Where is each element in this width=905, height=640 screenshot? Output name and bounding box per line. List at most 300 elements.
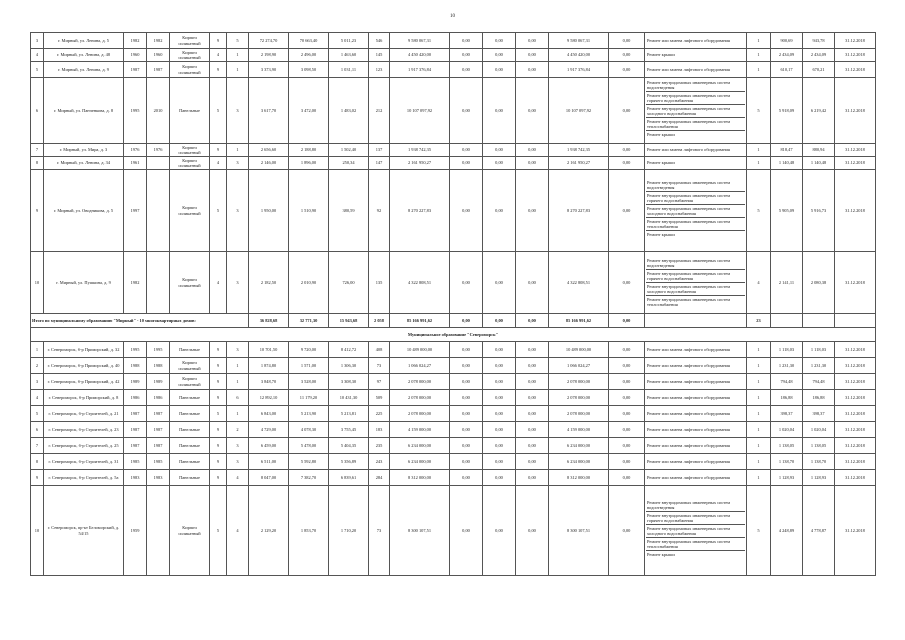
cell-c6: 0,00 [609,33,645,49]
cell-date: 31.12.2018 [835,157,876,170]
cell-a3: 8 412,72 [329,342,369,358]
cell-a3: 5 356,89 [329,454,369,470]
cell-n: 5 [31,62,44,78]
total-c1: 85 166 991,62 [390,314,450,328]
cell-works [645,438,747,454]
cell-u2: 943,78 [803,33,835,49]
cell-a3: 10 431,30 [329,390,369,406]
cell-u2: 1 138,05 [803,438,835,454]
cell-qty: 1 [747,406,771,422]
cell-res: 73 [369,358,390,374]
cell-en: 1 [227,49,249,62]
work-item: Ремонт внутридомовых инженерных систем теплоснабжения [646,118,745,131]
cell-c5: 9 580 067,31 [549,33,609,49]
cell-y1: 1987 [124,422,147,438]
cell-c4: 0,00 [516,374,549,390]
cell-works [645,406,747,422]
cell-addr: г. Североморск, б-р Строителей, д. 23 [44,422,124,438]
cell-a1: 1 950,00 [249,170,289,252]
cell-res: 235 [369,438,390,454]
cell-c1: 10 107 097,92 [390,78,450,144]
cell-c1: 1 917 376,84 [390,62,450,78]
cell-y1: 1989 [124,374,147,390]
cell-en: 4 [227,470,249,486]
cell-en: 2 [227,422,249,438]
cell-c5: 8 312 000,00 [549,470,609,486]
cell-c3: 0,00 [483,374,516,390]
work-item: Ремонт внутридомовых инженерных систем горячего водоснабжения [646,270,745,283]
work-item: Ремонт внутридомовых инженерных систем холодного водоснабжения [646,205,745,218]
cell-en: 1 [227,144,249,157]
cell-a2: 1 510,90 [289,170,329,252]
cell-c5: 1 917 376,84 [549,62,609,78]
total-a1: 36 828,68 [249,314,289,328]
table-row [31,144,876,157]
cell-c2: 0,00 [450,438,483,454]
cell-a1: 1 874,80 [249,358,289,374]
work-item: Ремонт внутридомовых инженерных систем теплоснабжения [647,297,731,307]
cell-qty: 1 [747,454,771,470]
work-item: Ремонт крыши [647,552,675,557]
cell-c6: 0,00 [609,454,645,470]
cell-a3: 1 502,40 [329,144,369,157]
cell-qty: 1 [747,144,771,157]
cell-c6: 0,00 [609,374,645,390]
cell-u2: 1 128,93 [803,470,835,486]
cell-c2: 0,00 [450,454,483,470]
cell-en: 6 [227,390,249,406]
work-item: Ремонт или замена лифтового оборудования [647,426,730,432]
cell-c3: 0,00 [483,486,516,576]
cell-a3: 1 463,60 [329,49,369,62]
cell-y2: 1960 [147,49,170,62]
cell-c2: 0,00 [450,358,483,374]
cell-a1: 6 459,00 [249,438,289,454]
table-row [31,438,876,454]
cell-works [645,252,747,314]
cell-a3: 1 710,20 [329,486,369,576]
cell-c4: 0,00 [516,78,549,144]
cell-c5: 4 450 420,00 [549,49,609,62]
cell-date: 31.12.2018 [835,422,876,438]
cell-res: 284 [369,470,390,486]
cell-c4: 0,00 [516,62,549,78]
cell-c3: 0,00 [483,62,516,78]
cell-n: 10 [31,252,44,314]
cell-res: 225 [369,406,390,422]
work-item: Ремонт крыши [647,160,675,166]
cell-c3: 0,00 [483,252,516,314]
cell-c6: 0,00 [609,406,645,422]
cell-mat: Панельные [170,342,210,358]
cell-qty: 1 [747,438,771,454]
cell-c2: 0,00 [450,470,483,486]
work-item: Ремонт внутридомовых инженерных систем водоотведения [646,499,745,512]
cell-c1: 8 312 000,00 [390,470,450,486]
cell-u2: 1 020,04 [803,422,835,438]
cell-en: 3 [227,252,249,314]
cell-addr: г. Мирный, ул. Ленина, д. 34 [44,157,124,170]
cell-y2: 1989 [147,374,170,390]
cell-c3: 0,00 [483,342,516,358]
cell-u1: 2 434,09 [771,49,803,62]
cell-date: 31.12.2018 [835,374,876,390]
cell-a3: 5 404,35 [329,438,369,454]
cell-u2: 4 778,87 [803,486,835,576]
cell-n: 4 [31,390,44,406]
cell-c2: 0,00 [450,33,483,49]
cell-a1: 2 146,00 [249,157,289,170]
cell-c1: 1 066 024,27 [390,358,450,374]
cell-addr: г. Североморск, б-р Приморский, д. 42 [44,374,124,390]
cell-en: 3 [227,438,249,454]
work-item: Ремонт или замена лифтового оборудования [647,147,730,153]
cell-y2: 1976 [147,144,170,157]
cell-c4: 0,00 [516,342,549,358]
cell-mat: Панельные [170,78,210,144]
table-row [31,33,876,49]
cell-y2: 2010 [147,78,170,144]
cell-c4: 0,00 [516,144,549,157]
cell-c3: 0,00 [483,358,516,374]
cell-a1: 2 182,50 [249,252,289,314]
cell-date: 31.12.2018 [835,170,876,252]
table-row [31,374,876,390]
cell-n: 8 [31,157,44,170]
cell-c6: 0,00 [609,78,645,144]
cell-y1: 1976 [124,144,147,157]
table-body [31,33,876,576]
cell-y2 [147,486,170,576]
cell-c4: 0,00 [516,454,549,470]
cell-addr: г. Мирный, ул. Панченкова, д. 8 [44,78,124,144]
housing-repair-table [30,32,876,576]
cell-qty: 1 [747,342,771,358]
cell-c4: 0,00 [516,252,549,314]
cell-c6: 0,00 [609,157,645,170]
cell-c2: 0,00 [450,374,483,390]
cell-en: 1 [227,358,249,374]
work-item: Ремонт или замена лифтового оборудования [647,362,730,368]
cell-a2: 4 078,30 [289,422,329,438]
cell-c6: 0,00 [609,422,645,438]
cell-c1: 6 234 000,00 [390,454,450,470]
cell-c2: 0,00 [450,49,483,62]
cell-c5: 4 159 000,00 [549,422,609,438]
cell-c3: 0,00 [483,157,516,170]
cell-qty: 1 [747,157,771,170]
cell-res: 145 [369,49,390,62]
cell-a3: 726,00 [329,252,369,314]
total-c2: 0,00 [450,314,483,328]
cell-y1: 1982 [124,33,147,49]
work-item: Ремонт внутридомовых инженерных систем холодного водоснабжения [646,525,745,538]
cell-works [645,62,747,78]
cell-works [645,390,747,406]
cell-u2: 2 080,38 [803,252,835,314]
cell-mat: Панельные [170,390,210,406]
cell-date: 31.12.2018 [835,486,876,576]
cell-a2: 70 663,40 [289,33,329,49]
cell-c1: 6 234 000,00 [390,438,450,454]
cell-mat: Кирпич силикатный [170,374,210,390]
cell-n: 6 [31,78,44,144]
cell-y2: 1987 [147,438,170,454]
cell-c2: 0,00 [450,342,483,358]
cell-works [645,358,747,374]
cell-a3: 3 308,30 [329,374,369,390]
cell-res: 509 [369,390,390,406]
cell-u2: 794,48 [803,374,835,390]
cell-c1: 10 489 000,00 [390,342,450,358]
cell-works [645,170,747,252]
cell-date: 31.12.2018 [835,252,876,314]
cell-addr: г. Североморск, б-р Строителей, д. 21 [44,406,124,422]
cell-mat: Кирпич силикатный [170,157,210,170]
table-row [31,49,876,62]
cell-u1: 610,17 [771,62,803,78]
cell-n: 1 [31,342,44,358]
cell-c2: 0,00 [450,252,483,314]
cell-res: 92 [369,170,390,252]
work-item: Ремонт или замена лифтового оборудования [647,442,730,448]
cell-en: 1 [227,406,249,422]
work-item: Ремонт или замена лифтового оборудования [647,458,730,464]
cell-works [645,486,747,576]
cell-qty: 5 [747,486,771,576]
cell-a1: 2 656,60 [249,144,289,157]
cell-c2: 0,00 [450,144,483,157]
cell-en: 4 [227,486,249,576]
table-row [31,422,876,438]
cell-c3: 0,00 [483,390,516,406]
cell-fl: 9 [210,62,227,78]
work-item: Ремонт или замена лифтового оборудования [647,37,730,43]
cell-n: 7 [31,438,44,454]
cell-n: 4 [31,49,44,62]
cell-y2: 1987 [147,62,170,78]
cell-works [645,422,747,438]
cell-n: 10 [31,486,44,576]
cell-c5: 8 300 107,51 [549,486,609,576]
cell-a3: 3 755,45 [329,422,369,438]
cell-u1: 2 141,11 [771,252,803,314]
work-item: Ремонт крыши [647,232,675,237]
cell-u1: 4 248,89 [771,486,803,576]
cell-u1: 794,48 [771,374,803,390]
cell-y1: 1985 [124,454,147,470]
cell-date: 31.12.2018 [835,144,876,157]
work-item: Ремонт внутридомовых инженерных систем горячего водоснабжения [646,192,745,205]
cell-fl: 5 [210,78,227,144]
cell-mat: Кирпич силикатный [170,170,210,252]
total-works [645,314,747,328]
cell-c5: 10 107 097,92 [549,78,609,144]
cell-fl: 9 [210,470,227,486]
cell-n: 9 [31,470,44,486]
cell-c4: 0,00 [516,470,549,486]
cell-c3: 0,00 [483,438,516,454]
cell-c2: 0,00 [450,422,483,438]
cell-works [645,33,747,49]
cell-u1: 1 140,48 [771,157,803,170]
table-row [31,454,876,470]
cell-c4: 0,00 [516,486,549,576]
cell-res: 97 [369,374,390,390]
cell-fl: 4 [210,157,227,170]
cell-c2: 0,00 [450,406,483,422]
total-res: 2 058 [369,314,390,328]
cell-res: 147 [369,157,390,170]
cell-y1: 1987 [124,62,147,78]
cell-u1: 1 138,70 [771,454,803,470]
cell-fl: 9 [210,422,227,438]
total-row [31,314,876,328]
cell-a2: 3 528,00 [289,374,329,390]
cell-works [645,157,747,170]
cell-c6: 0,00 [609,438,645,454]
cell-mat: Кирпич силикатный [170,144,210,157]
cell-a1: 2 198,90 [249,49,289,62]
cell-addr: г. Североморск, б-р Приморский, д. 32 [44,342,124,358]
table-row [31,406,876,422]
section-title: Муниципальное образование "Североморск" [31,328,876,342]
cell-c5: 2 078 000,00 [549,390,609,406]
cell-y1: 1960 [124,49,147,62]
cell-c5: 10 489 000,00 [549,342,609,358]
cell-date: 31.12.2018 [835,78,876,144]
cell-u1: 398,37 [771,406,803,422]
cell-a1: 12 892,10 [249,390,289,406]
cell-y1: 1987 [124,406,147,422]
cell-a3: 5 213,81 [329,406,369,422]
table-row [31,170,876,252]
cell-c4: 0,00 [516,358,549,374]
cell-addr: г. Мирный, ул. Ленина, д. 48 [44,49,124,62]
cell-addr: г. Мирный, ул. Пушкина, д. 9 [44,252,124,314]
cell-addr: г. Североморск, б-р Приморский, д. 40 [44,358,124,374]
cell-c5: 6 234 000,00 [549,438,609,454]
total-label: Итого по муниципальному образованию "Мирный" - 10 многоквартирных домов: [31,314,249,328]
total-c3: 0,00 [483,314,516,328]
work-item: Ремонт внутридомовых инженерных систем теплоснабжения [646,218,745,231]
cell-a1: 72 274,70 [249,33,289,49]
cell-date: 31.12.2018 [835,454,876,470]
cell-a2: 5 478,00 [289,438,329,454]
cell-y1: 1961 [124,157,147,170]
cell-a2: 3 098,50 [289,62,329,78]
cell-c1: 2 078 000,00 [390,390,450,406]
cell-a1: 3 848,70 [249,374,289,390]
cell-qty: 1 [747,374,771,390]
cell-u1: 900,69 [771,33,803,49]
cell-a2: 1 571,00 [289,358,329,374]
cell-u2: 398,37 [803,406,835,422]
cell-c6: 0,00 [609,62,645,78]
cell-fl: 9 [210,374,227,390]
cell-works [645,78,747,144]
work-item: Ремонт внутридомовых инженерных систем теплоснабжения [646,538,745,551]
cell-u2: 1 118,03 [803,342,835,358]
cell-y2: 1983 [147,470,170,486]
cell-y1: 1995 [124,78,147,144]
work-item: Ремонт или замена лифтового оборудования [647,66,730,72]
cell-res: 123 [369,62,390,78]
cell-y1: 1988 [124,358,147,374]
cell-date: 31.12.2018 [835,390,876,406]
total-empty [771,314,803,328]
cell-mat: Панельные [170,454,210,470]
cell-date: 31.12.2018 [835,470,876,486]
total-empty [835,314,876,328]
cell-fl: 9 [210,33,227,49]
cell-u1: 5 918,09 [771,78,803,144]
cell-c6: 0,00 [609,486,645,576]
cell-n: 8 [31,454,44,470]
cell-c1: 8 300 107,51 [390,486,450,576]
cell-c4: 0,00 [516,438,549,454]
cell-c6: 0,00 [609,144,645,157]
cell-en: 3 [227,454,249,470]
cell-y1: 1997 [124,170,147,252]
cell-addr: г. Мирный, ул. Оводникова, д. 5 [44,170,124,252]
cell-qty: 1 [747,422,771,438]
cell-c1: 8 270 227,83 [390,170,450,252]
cell-c2: 0,00 [450,486,483,576]
cell-u2: 2 434,09 [803,49,835,62]
table-row [31,252,876,314]
cell-c5: 2 078 000,00 [549,406,609,422]
cell-y2: 1988 [147,358,170,374]
cell-y2 [147,252,170,314]
cell-fl: 9 [210,144,227,157]
cell-date: 31.12.2018 [835,438,876,454]
cell-date: 31.12.2018 [835,342,876,358]
cell-en: 1 [227,62,249,78]
cell-en: 3 [227,342,249,358]
cell-addr: г. Североморск, б-р Приморский, д. 8 [44,390,124,406]
cell-c5: 1 066 024,27 [549,358,609,374]
table-row [31,486,876,576]
cell-y1: 1983 [124,470,147,486]
cell-a1: 2 129,20 [249,486,289,576]
cell-addr: г. Мирный, ул. Мира, д. 3 [44,144,124,157]
cell-mat: Кирпич силикатный [170,252,210,314]
cell-c3: 0,00 [483,170,516,252]
table-row [31,390,876,406]
cell-a1: 3 373,90 [249,62,289,78]
cell-c4: 0,00 [516,157,549,170]
cell-y1: 1982 [124,252,147,314]
cell-works [645,374,747,390]
cell-mat: Кирпич силикатный [170,358,210,374]
cell-mat: Кирпич силикатный [170,486,210,576]
cell-u1: 818,47 [771,144,803,157]
cell-a2: 2 010,90 [289,252,329,314]
cell-mat: Панельные [170,438,210,454]
cell-works [645,144,747,157]
cell-u2: 880,94 [803,144,835,157]
cell-u1: 5 905,09 [771,170,803,252]
cell-a2: 2 188,80 [289,144,329,157]
work-item: Ремонт внутридомовых инженерных систем горячего водоснабжения [646,92,745,105]
cell-res: 546 [369,33,390,49]
total-qty: 23 [747,314,771,328]
cell-n: 3 [31,374,44,390]
cell-c3: 0,00 [483,49,516,62]
cell-n: 7 [31,144,44,157]
work-item: Ремонт внутридомовых инженерных систем горячего водоснабжения [646,512,745,525]
